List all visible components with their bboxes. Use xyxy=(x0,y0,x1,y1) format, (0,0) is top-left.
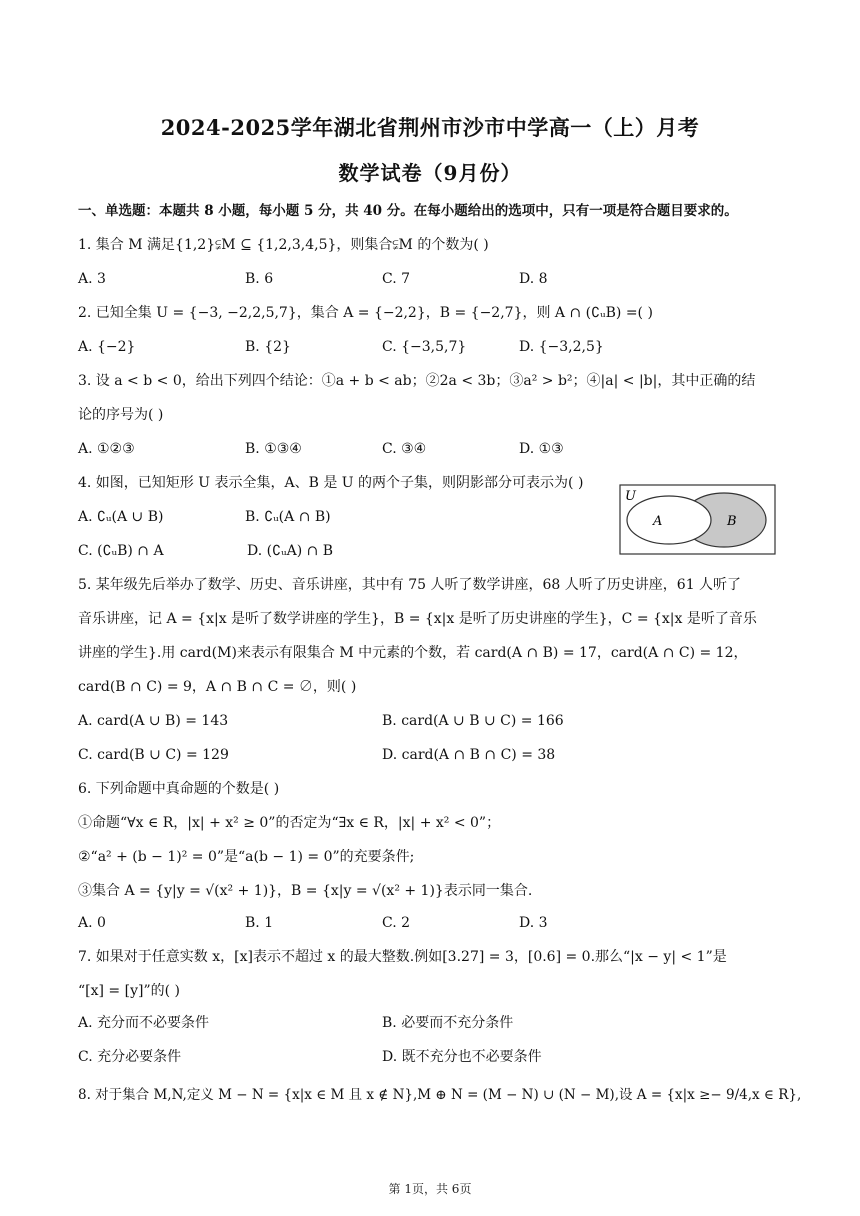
question-5-stem-line1: 5. 某年级先后举办了数学、历史、音乐讲座，其中有 75 人听了数学讲座，68 人听了历史讲座，61 人听了 xyxy=(78,577,742,593)
question-7-stem-line2: “[x] = [y]”的( ) xyxy=(78,983,180,999)
page-footer: 第 1页，共 6页 xyxy=(388,1182,472,1196)
q2-option-b: B. {2} xyxy=(245,339,291,355)
question-8-stem: 8. 对于集合 M,N,定义 M − N = {x|x ∈ M 且 x ∉ N},M ⊕ N = (M − N) ∪ (N − M),设 A = {x|x ≥− 9/4,x ∈ R}, xyxy=(78,1087,802,1103)
q2-option-c: C. {−3,5,7} xyxy=(382,339,467,355)
q6-option-c: C. 2 xyxy=(382,915,411,931)
venn-label-a: A xyxy=(653,514,663,529)
question-5-stem-line2: 音乐讲座，记 A = {x|x 是听了数学讲座的学生}，B = {x|x 是听了历史讲座的学生}，C = {x|x 是听了音乐 xyxy=(78,611,757,627)
q3-option-d: D. ①③ xyxy=(519,441,564,457)
q4-option-b: B. ∁ᵤ(A ∩ B) xyxy=(245,509,331,525)
venn-label-u: U xyxy=(625,489,636,504)
q4-option-d: D. (∁ᵤA) ∩ B xyxy=(247,543,334,559)
question-5-stem-line4: card(B ∩ C) = 9，A ∩ B ∩ C = ∅，则( ) xyxy=(78,679,357,695)
q5-option-b: B. card(A ∪ B ∪ C) = 166 xyxy=(382,713,564,729)
q6-option-d: D. 3 xyxy=(519,915,548,931)
q7-option-c: C. 充分必要条件 xyxy=(78,1049,182,1065)
q3-option-c: C. ③④ xyxy=(382,441,427,457)
venn-label-b: B xyxy=(727,514,737,529)
q7-option-b: B. 必要而不充分条件 xyxy=(382,1015,514,1031)
q6-statement-1: ①命题“∀x ∈ R，|x| + x² ≥ 0”的否定为“∃x ∈ R，|x| + x² < 0”； xyxy=(78,815,501,831)
venn-diagram xyxy=(619,484,777,556)
question-2-stem: 2. 已知全集 U = {−3, −2,2,5,7}，集合 A = {−2,2}，B = {−2,7}，则 A ∩ (∁ᵤB) =( ) xyxy=(78,305,653,321)
q3-option-b: B. ①③④ xyxy=(245,441,302,457)
q5-option-d: D. card(A ∩ B ∩ C) = 38 xyxy=(382,747,556,763)
question-3-stem-line2: 论的序号为( ) xyxy=(78,407,164,423)
section-heading: 一、单选题：本题共 8 小题，每小题 5 分，共 40 分。在每小题给出的选项中，只有一项是符合题目要求的。 xyxy=(78,203,738,219)
q4-option-c: C. (∁ᵤB) ∩ A xyxy=(78,543,164,559)
question-1-stem: 1. 集合 M 满足{1,2}⫋M ⊆ {1,2,3,4,5}，则集合⫋M 的个数为( ) xyxy=(78,237,489,253)
q4-option-a: A. ∁ᵤ(A ∪ B) xyxy=(78,509,164,525)
question-4-stem: 4. 如图，已知矩形 U 表示全集，A、B 是 U 的两个子集，则阴影部分可表示为( ) xyxy=(78,475,584,491)
q6-statement-3: ③集合 A = {y|y = √(x² + 1)}，B = {x|y = √(x² + 1)}表示同一集合. xyxy=(78,883,533,899)
question-6-stem: 6. 下列命题中真命题的个数是( ) xyxy=(78,781,280,797)
q5-option-c: C. card(B ∪ C) = 129 xyxy=(78,747,229,763)
q7-option-a: A. 充分而不必要条件 xyxy=(78,1015,210,1031)
question-7-stem-line1: 7. 如果对于任意实数 x，[x]表示不超过 x 的最大整数.例如[3.27] = 3，[0.6] = 0.那么“|x − y| < 1”是 xyxy=(78,949,727,965)
question-3-stem-line1: 3. 设 a < b < 0，给出下列四个结论：①a + b < ab；②2a < 3b；③a² > b²；④|a| < |b|，其中正确的结 xyxy=(78,373,756,389)
q6-option-a: A. 0 xyxy=(78,915,106,931)
q1-option-d: D. 8 xyxy=(519,271,548,287)
question-5-stem-line3: 讲座的学生}.用 card(M)来表示有限集合 M 中元素的个数，若 card(A ∩ B) = 17，card(A ∩ C) = 12， xyxy=(78,645,748,661)
q6-option-b: B. 1 xyxy=(245,915,274,931)
exam-subtitle: 数学试卷（9月份） xyxy=(338,161,522,185)
q2-option-a: A. {−2} xyxy=(78,339,136,355)
q5-option-a: A. card(A ∪ B) = 143 xyxy=(78,713,229,729)
q7-option-d: D. 既不充分也不必要条件 xyxy=(382,1049,542,1065)
exam-title: 2024-2025学年湖北省荆州市沙市中学高一（上）月考 xyxy=(160,115,700,140)
q1-option-c: C. 7 xyxy=(382,271,411,287)
q2-option-d: D. {−3,2,5} xyxy=(519,339,604,355)
q1-option-a: A. 3 xyxy=(78,271,106,287)
set-a-ellipse xyxy=(627,496,711,544)
q3-option-a: A. ①②③ xyxy=(78,441,135,457)
q1-option-b: B. 6 xyxy=(245,271,274,287)
q6-statement-2: ②“a² + (b − 1)² = 0”是“a(b − 1) = 0”的充要条件; xyxy=(78,849,415,865)
